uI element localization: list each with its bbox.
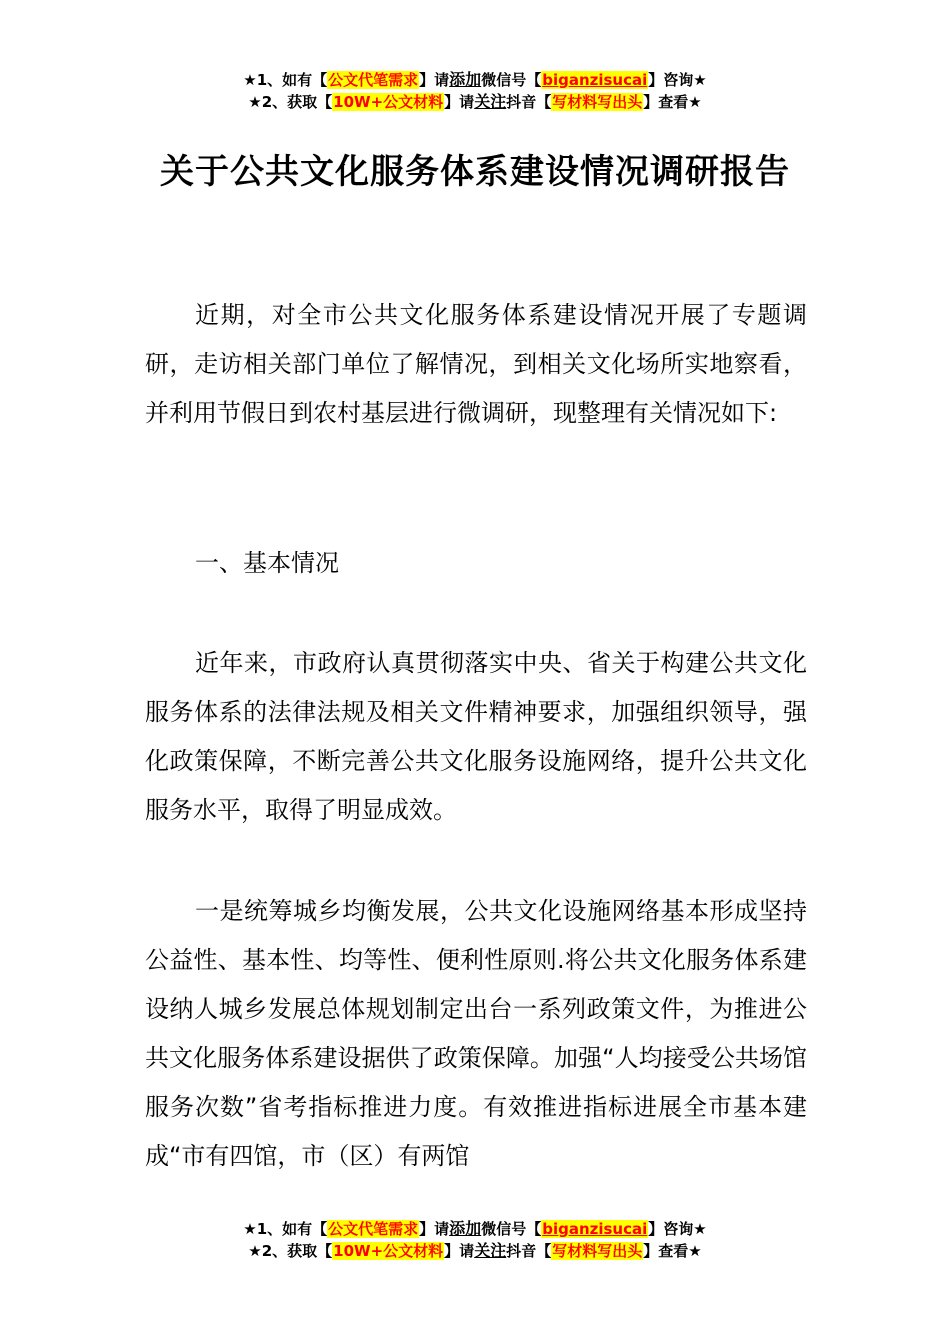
promo-text: 】查看 — [643, 1242, 689, 1260]
promo-highlight: 公文代笔需求 — [328, 71, 419, 89]
promo-text: 微信号【 — [481, 71, 542, 89]
promo-text: 】请 — [419, 1220, 450, 1238]
promo-text: 】查看 — [643, 93, 689, 111]
promo-highlight: 公文代笔需求 — [328, 1220, 419, 1238]
promo-text: 微信号【 — [481, 1220, 542, 1238]
star-icon: ★ — [243, 71, 257, 89]
top-promo-banner — [0, 69, 950, 113]
promo-line-1 — [0, 1218, 950, 1240]
promo-text: 】请 — [444, 1242, 475, 1260]
wechat-id-highlight: biganzisucai — [542, 71, 648, 89]
promo-line-2 — [0, 91, 950, 113]
star-icon: ★ — [243, 1220, 257, 1238]
star-icon: ★ — [248, 1242, 262, 1260]
promo-emphasis: 添加 — [449, 70, 482, 89]
promo-highlight: 10W+公文材料 — [333, 1242, 444, 1260]
promo-emphasis: 关注 — [474, 1241, 507, 1260]
promo-text: 2、获取【 — [261, 93, 333, 111]
bottom-promo-banner — [0, 1218, 950, 1262]
promo-text: 】咨询 — [648, 71, 694, 89]
promo-text: 抖音【 — [506, 1242, 552, 1260]
body-paragraph: 一是统筹城乡均衡发展，公共文化设施网络基本形成坚持公益性、基本性、均等性、便利性原则.将公共文化服务体系建设纳人城乡发展总体规划制定出台一系列政策文件，为推进公共文化服务体系建设据供了政策保障。加强“人均接受公共场馆服务次数”省考指标推进力度。有效推进指标进展全市基本建成“市有四馆，市（区）有两馆 — [145, 897, 807, 1170]
promo-text: 】请 — [444, 93, 475, 111]
star-icon: ★ — [248, 93, 262, 111]
promo-text: 1、如有【 — [256, 71, 328, 89]
douyin-highlight: 写材料写出头 — [552, 1242, 643, 1260]
promo-text: 】咨询 — [648, 1220, 694, 1238]
section-heading-basic: 一、基本情况 — [195, 549, 339, 577]
promo-highlight: 10W+公文材料 — [333, 93, 444, 111]
star-icon: ★ — [688, 93, 702, 111]
star-icon: ★ — [693, 1220, 707, 1238]
intro-paragraph: 近期，对全市公共文化服务体系建设情况开展了专题调研，走访相关部门单位了解情况，到相关文化场所实地察看，并利用节假日到农村基层进行微调研，现整理有关情况如下: — [145, 301, 807, 427]
promo-line-1 — [0, 69, 950, 91]
body-paragraph: 近年来，市政府认真贯彻落实中央、省关于构建公共文化服务体系的法律法规及相关文件精神要求，加强组织领导，强化政策保障，不断完善公共文化服务设施网络，提升公共文化服务水平，取得了明显成效。 — [145, 649, 807, 824]
douyin-highlight: 写材料写出头 — [552, 93, 643, 111]
promo-text: 2、获取【 — [261, 1242, 333, 1260]
wechat-id-highlight: biganzisucai — [542, 1220, 648, 1238]
promo-line-2 — [0, 1240, 950, 1262]
document-title: 关于公共文化服务体系建设情况调研报告 — [160, 152, 790, 192]
star-icon: ★ — [688, 1242, 702, 1260]
promo-emphasis: 关注 — [474, 92, 507, 111]
promo-text: 抖音【 — [506, 93, 552, 111]
promo-text: 】请 — [419, 71, 450, 89]
star-icon: ★ — [693, 71, 707, 89]
promo-emphasis: 添加 — [449, 1219, 482, 1238]
promo-text: 1、如有【 — [256, 1220, 328, 1238]
